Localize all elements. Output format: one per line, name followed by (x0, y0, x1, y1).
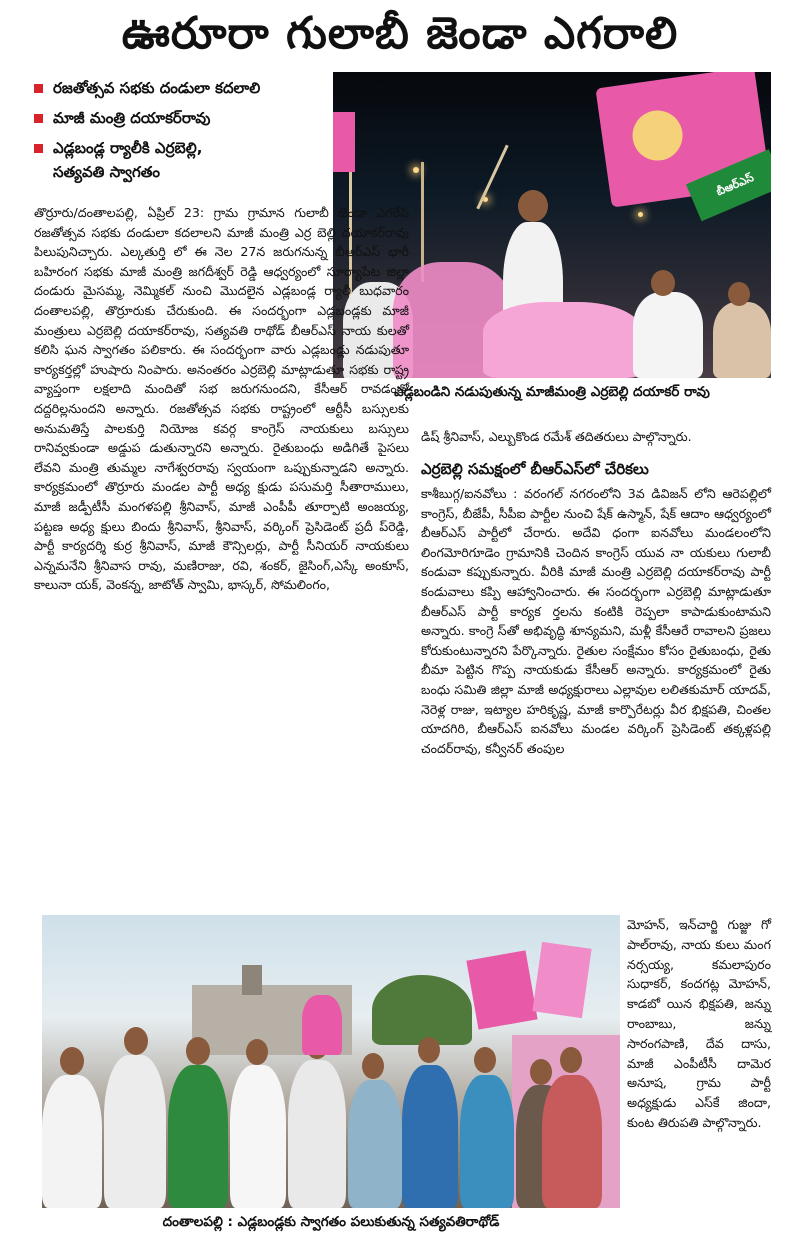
crowd-head (418, 1037, 440, 1063)
highlights-list (34, 76, 329, 190)
highlight-item (34, 136, 329, 160)
brs-flag (595, 72, 770, 208)
flag-green-strip: బీఆర్ఎస్ (686, 149, 771, 221)
crowd-head (728, 282, 750, 306)
highlight-text: ఎడ్లబండ్ల ర్యాలీకి ఎర్రబెల్లి, (53, 139, 203, 157)
highlight-text: రజతోత్సవ సభకు దండులా కదలాలి (53, 79, 261, 97)
crowd-head (124, 1027, 148, 1055)
pink-flag (466, 950, 537, 1029)
bullet-square-icon (34, 84, 43, 93)
welcome-photo (42, 915, 620, 1208)
crowd-head (530, 1059, 552, 1085)
article-text: మోహన్, ఇన్‌చార్జి గుజ్జు గో పాల్‌రావు, నాయ కులు మంగ నర్సయ్య, కమలాపురం సుధాకర్, కందగట్ల మోహన్, కాడబో యిన భిక్షపతి, జన్ను రాంబాబు, జన్ను సారంగపాణి, దేవ దాసు, మాజీ ఎంపీటీసీ దామెర అనూష, గ్రామ పార్టీ అధ్యక్షుడు ఎస్‌కే జిందా, కుంట తిరుపతి పాల్గొన్నారు. (627, 917, 771, 1130)
flag-emblem (629, 107, 685, 163)
article-column-left (34, 203, 409, 595)
street-light (638, 212, 643, 217)
welcome-photo-caption: దంతాలపల్లి : ఎడ్లబండ్లకు స్వాగతం పలుకుతున్న సత్యవతిరాథోడ్ (162, 1214, 500, 1230)
bullet-square-icon (34, 144, 43, 153)
crowd-person (348, 1080, 402, 1208)
crowd-person (42, 1075, 102, 1208)
crowd-head (560, 1047, 582, 1073)
pink-flag (333, 112, 355, 172)
crowd-head (651, 270, 675, 296)
street-light (413, 167, 419, 173)
leader-head (518, 190, 548, 222)
crowd-person (104, 1055, 166, 1208)
pink-flag (532, 942, 591, 1018)
article-column-right-top (421, 427, 771, 447)
article-column-right (421, 484, 771, 758)
highlight-item-continued (34, 160, 329, 184)
rally-photo-caption: ఎడ్లబండిని నడుపుతున్న మాజీమంత్రి ఎర్రబెల్లి దయాకర్ రావు (394, 384, 710, 400)
crowd-person (168, 1065, 228, 1208)
crowd-head (362, 1053, 384, 1079)
crowd-person (230, 1065, 286, 1208)
crowd-head (60, 1047, 84, 1075)
woman-on-cart (302, 995, 342, 1055)
highlight-item (34, 76, 329, 100)
page-headline: ఊరూరా గులాబీ జెండా ఎగరాలి (121, 8, 679, 59)
bullet-square-icon (34, 114, 43, 123)
crowd-person (633, 292, 703, 378)
decorated-cart (483, 302, 643, 378)
chimney (242, 965, 262, 995)
crowd-head (246, 1039, 268, 1065)
section-subhead: ఎర్రబెల్లి సమక్షంలో బీఆర్ఎస్‌లో చేరికలు (421, 460, 649, 478)
article-text: తొర్రూరు/దంతాలపల్లి, ఏప్రిల్ 23: గ్రామ గ్రామాన గులాబీ జెండా ఎగరేసి రజతోత్సవ సభకు దండులా కదలాలని మాజీ మంత్రి ఎర్ర బెల్లి దయాకర్‌రావు పిలుపునిచ్చారు. ఎల్కతుర్తి లో ఈ నెల 27న జరుగనున్న బీఆర్ఎస్ భారీ బహిరంగ సభకు మాజీ మంత్రి జగదీశ్వర్ రెడ్డి ఆధ్వర్యంలో సూర్యాపేట జిల్లా దండురు మైసమ్మ, నెమ్మికల్ నుంచి మొదలైన ఎడ్లబండ్ల ర్యాలీ బుధవారం దంతాలపల్లి, తొర్రూరుకు చేరుకుంది. ఈ సందర్భంగా ఎడ్లబండ్లకు మాజీ మంత్రులు ఎర్రబెల్లి దయాకర్‌రావు, సత్యవతి రాథోడ్ బీఆర్ఎస్ నాయ కులతో కలిసి ఘన స్వాగతం పలికారు. ఈ సందర్భంగా వారు ఎడ్లబండ్లు నడుపుతూ కార్యకర్తల్లో హుషారు నింపారు. అనంతరం ఎర్రబెల్లి మాట్లాడుతూ సభకు రాష్ట్ర వ్యాప్తంగా లక్షలాది మందితో సభ జరుగనుందని, కేసీఆర్ రావడంతో దద్దరిల్లనుందని అన్నారు. రజతోత్సవ సభకు రాష్ట్రంలో ఆర్టీసీ బస్సులకు అనుమతిస్తే పాలకుర్తి నియోజ కవర్గ కాంగ్రెస్ నాయకులు బస్సులు రానివ్వకుండా అడ్డుప డుతున్నారని అన్నారు. రైతుబంధు అడిగితే పైసలు లేవని మంత్రి తుమ్మల నాగేశ్వరరావు స్వయంగా ఒప్పుకున్నాడని అన్నారు. కార్యక్రమంలో తొర్రూరు మండల పార్టీ అధ్య క్షుడు పసుమర్తి సీతారాములు, మాజీ జడ్పీటీసీ మంగళపల్లి శ్రీనివాస్, మాజీ ఎంపీపీ తూర్పాటి అంజయ్య, పట్టణ అధ్య క్షులు బిందు శ్రీనివాస్, శ్రీనివాస్, వర్కింగ్ ప్రెసిడెంట్ ప్రదీ ప్‌రెడ్డి, పార్టీ కార్యదర్శి కుర్ర శ్రీనివాస్, మాజీ కౌన్సిలర్లు, పార్టీ సీనియర్ నాయకులు ఎన్నమనేని శ్రీనివాస రావు, మణిరాజు, రవి, శంకర్, జైసింగ్,ఎస్కే అంకూస్, కాలునా యక్, వెంకన్న, జాటోత్ స్వామి, భాస్కర్, సోమలింగం, (34, 205, 409, 593)
crowd-person (713, 302, 771, 378)
highlight-text: మాజీ మంత్రి దయాకర్‌రావు (53, 109, 211, 127)
highlight-text: సత్యవతి స్వాగతం (53, 163, 160, 181)
article-column-narrow (627, 915, 771, 1133)
tree (372, 975, 472, 1045)
highlight-item (34, 106, 329, 130)
flag-stick (476, 145, 508, 210)
article-text: డిష్ శ్రీనివాస్, ఎల్బుకొండ రమేశ్ తదితరులు పాల్గొన్నారు. (421, 429, 692, 444)
crowd-head (186, 1037, 210, 1065)
article-text: కాశీబుగ్గ/ఐనవోలు : వరంగల్ నగరంలోని 3వ డివిజన్‌ లోని ఆరెపల్లిలో కాంగ్రెస్, బీజేపీ, సీపీఐ పార్టీల నుంచి షేక్ ఉస్మాన్, షేక్ ఆదాం ఆధ్వర్యంలో బీఆర్ఎస్ పార్టీలో చేరారు. అదేవి ధంగా ఐనవోలు మండలంలోని లింగమోరిగూడెం గ్రామానికి చెందిన కాంగ్రెస్ యువ నా యకులు గులాబీ కండువా కప్పుకున్నారు. వీరికి మాజీ మంత్రి ఎర్రబెల్లి దయాకర్‌రావు పార్టీ కండువాలు కప్పి ఆహ్వానించారు. ఈ సందర్భంగా ఎర్రబెల్లి మాట్లాడుతూ బీఆర్ఎస్ పార్టీ కార్యక ర్తలను కంటికి రెప్పలా కాపాడుకుంటామని అన్నారు. కాంగ్రె స్‌తో అభివృద్ధి శూన్యమని, మళ్లీ కేసీఆరే రావాలని ప్రజలు కోరుకుంటున్నారని పేర్కొన్నారు. రైతుల సంక్షేమం కోసం రైతుబంధు, రైతు బీమా పెట్టిన గొప్ప నాయకుడు కేసీఆర్ అన్నారు. కార్యక్రమంలో రైతు బంధు సమితి జిల్లా మాజీ అధ్యక్షురాలు ఎల్లావుల లలితకుమార్ యాదవ్, నెరెళ్ల రాజు, ఇట్యాల హరికృష్ణ, మాజీ కార్పొరేటర్లు వీర భిక్షపతి, చింతల యాదగిరి, బీఆర్ఎస్ ఐనవోలు మండల వర్కింగ్ ప్రెసిడెంట్ తక్కళ్లపల్లి చందర్‌రావు, కన్వీనర్ తంపుల (421, 486, 771, 756)
crowd-person (402, 1065, 458, 1208)
crowd-person (460, 1075, 514, 1208)
crowd-person (542, 1075, 602, 1208)
crowd-person (288, 1060, 346, 1208)
crowd-head (474, 1047, 496, 1073)
